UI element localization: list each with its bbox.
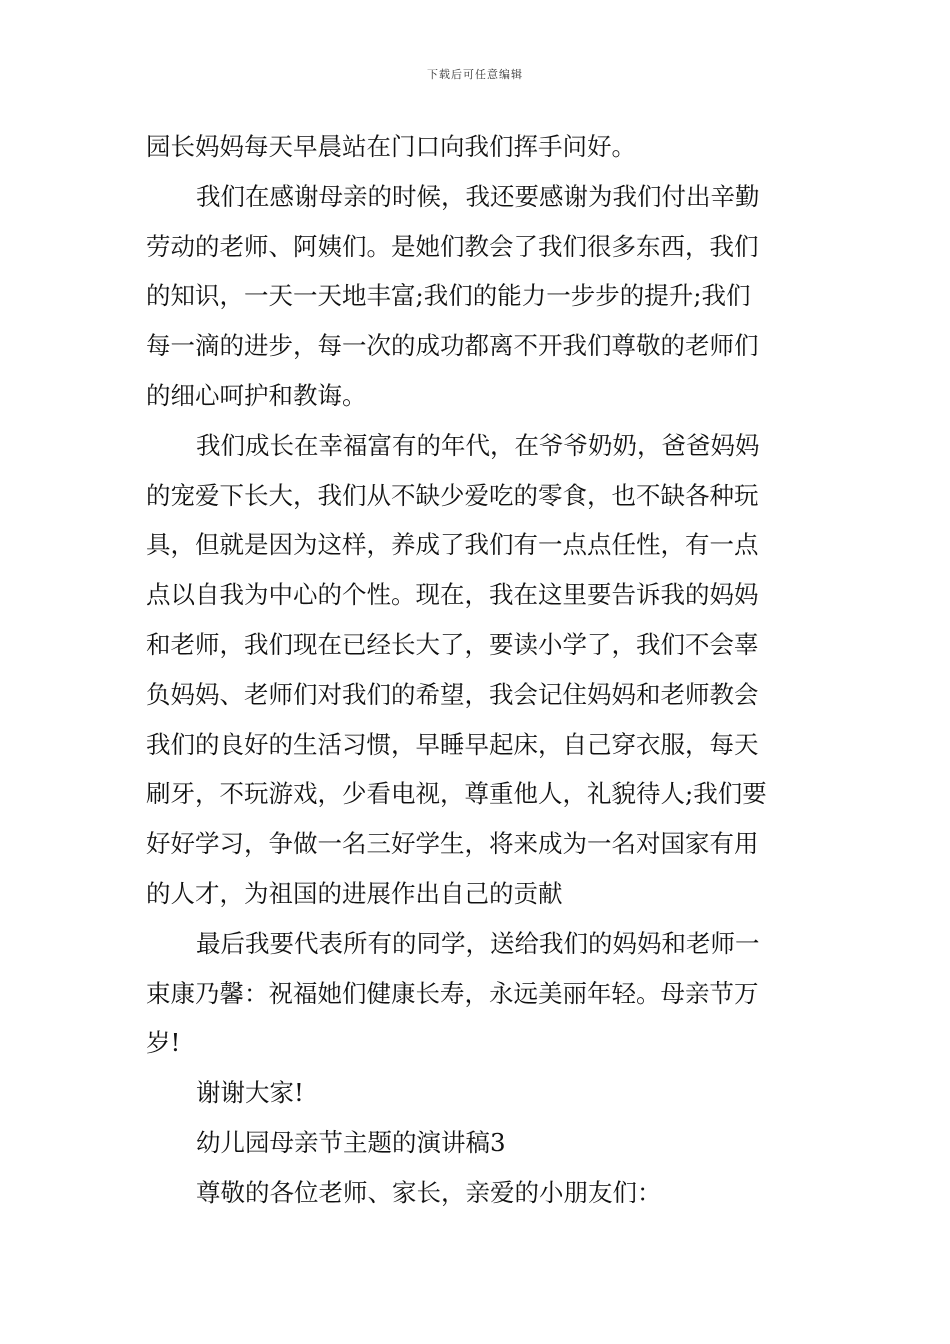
- text-line: 束康乃馨：祝福她们健康长寿，永远美丽年轻。母亲节万: [146, 978, 759, 1008]
- text-line: 园长妈妈每天早晨站在门口向我们挥手问好。: [146, 132, 636, 161]
- text-line: 刷牙，不玩游戏，少看电视，尊重他人，礼貌待人;我们要: [146, 779, 767, 809]
- text-line: 我们成长在幸福富有的年代，在爷爷奶奶，爸爸妈妈: [196, 430, 760, 460]
- text-line: 具，但就是因为这样，养成了我们有一点点任性，有一点: [146, 530, 759, 560]
- text-line: 点以自我为中心的个性。现在，我在这里要告诉我的妈妈: [146, 580, 759, 610]
- text-line: 我们在感谢母亲的时候，我还要感谢为我们付出辛勤: [196, 181, 760, 211]
- text-line: 劳动的老师、阿姨们。是她们教会了我们很多东西，我们: [146, 231, 759, 261]
- text-line: 岁!: [146, 1028, 181, 1058]
- document-body: [146, 122, 814, 1218]
- text-line: 我们的良好的生活习惯，早睡早起床，自己穿衣服，每天: [146, 729, 759, 759]
- text-line: 尊敬的各位老师、家长，亲爱的小朋友们：: [196, 1177, 662, 1207]
- page-header-note: 下载后可任意编辑: [427, 68, 523, 81]
- text-line: 和老师，我们现在已经长大了，要读小学了，我们不会辜: [146, 629, 759, 659]
- text-line: 的人才，为祖国的进展作出自己的贡献: [146, 878, 563, 908]
- text-line: 最后我要代表所有的同学，送给我们的妈妈和老师一: [196, 928, 760, 958]
- text-line: 负妈妈、老师们对我们的希望，我会记住妈妈和老师教会: [146, 679, 759, 709]
- text-line: 好好学习，争做一名三好学生，将来成为一名对国家有用: [146, 829, 759, 859]
- text-line: 谢谢大家!: [196, 1078, 304, 1108]
- text-line: 幼儿园母亲节主题的演讲稿3: [196, 1127, 506, 1157]
- text-line: 的宠爱下长大，我们从不缺少爱吃的零食，也不缺各种玩: [146, 480, 759, 510]
- text-line: 的细心呵护和教诲。: [146, 380, 367, 410]
- text-line: 的知识，一天一天地丰富;我们的能力一步步的提升;我们: [146, 281, 751, 311]
- text-line: 每一滴的进步，每一次的成功都离不开我们尊敬的老师们: [146, 331, 759, 361]
